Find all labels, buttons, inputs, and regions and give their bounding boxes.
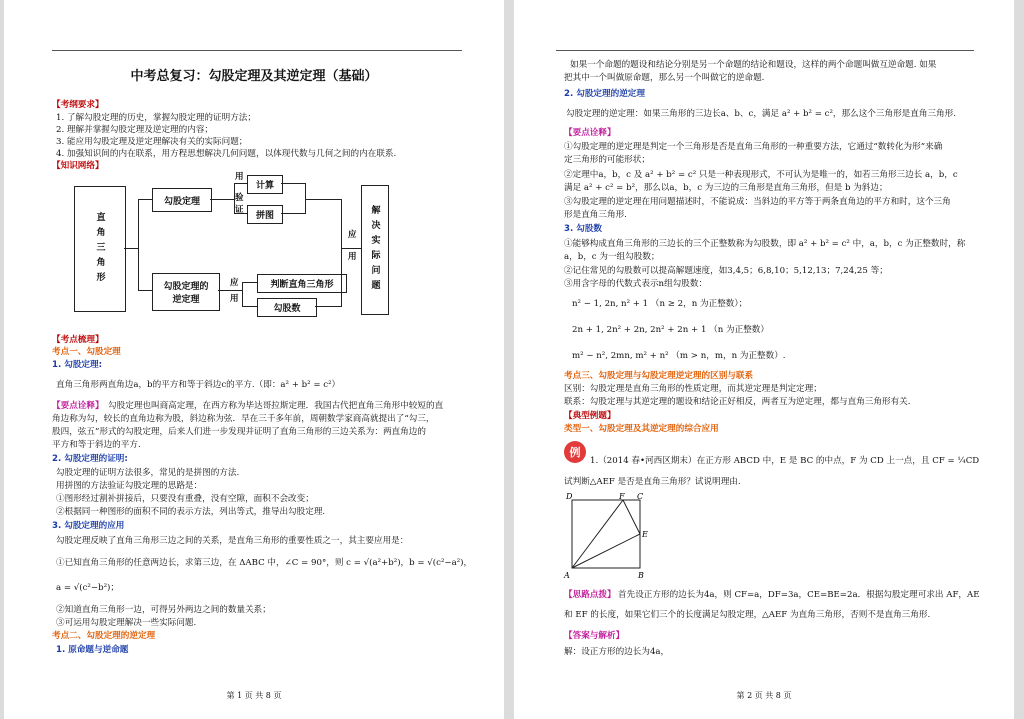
s1-heading: 1. 勾股定理: <box>52 360 103 370</box>
s4-heading: 1. 原命题与逆命题 <box>56 645 129 655</box>
page-2 <box>514 0 1014 719</box>
p2-s3-line-3: ②记住常见的勾股数可以提高解题速度，如3,4,5；6,8,10；5,12,13；7,24,25 等； <box>564 266 888 276</box>
formula-3: m² − n², 2mn, m² + n² （m > n，m，n 为正整数）. <box>572 351 786 361</box>
review-header: 【考点梳理】 <box>52 335 104 345</box>
s2-line-2: 用拼图的方法验证勾股定理的思路是： <box>56 481 203 491</box>
page-1 <box>4 0 504 719</box>
exam-req-header: 【考纲要求】 <box>52 100 104 110</box>
s3-line-2: ①已知直角三角形的任意两边长，求第三边，在 ΔABC 中，∠C = 90°，则 c = √(a²+b²)，b = √(c²−a²)， <box>56 558 473 568</box>
exam-req-4: 4. 加强知识间的内在联系，用方程思想解决几何问题，以体现代数与几何之间的内在联系. <box>56 149 397 159</box>
square-figure <box>560 490 650 582</box>
hint-line-b: 和 EF 的长度，如果它们三个的长度满足勾股定理，△AEF 为直角三角形，否则不是直角三角形. <box>564 610 931 620</box>
s2-heading: 2. 勾股定理的证明: <box>52 454 128 464</box>
p2-tip-5: ③勾股定理的逆定理在用问题描述时，不能说成：当斜边的平方等于两条直角边的平方和时，这个三角 <box>564 197 951 207</box>
p2-s3-line-1: ①能够构成直角三角形的三边长的三个正整数称为勾股数，即 a² + b² = c² 中，a，b，c 为正整数时，称 <box>564 239 966 249</box>
box-solve-problems: 解决实际问题 <box>361 185 389 315</box>
label-F: F <box>619 492 625 501</box>
p2-s2-text: 勾股定理的逆定理：如果三角形的三边长a、b、c，满足 a² + b² = c²，那么这个三角形是直角三角形. <box>566 109 956 119</box>
kp3-heading: 考点三、勾股定理与勾股定理逆定理的区别与联系 <box>564 371 754 381</box>
exam-req-3: 3. 能应用勾股定理及逆定理解决有关的实际问题； <box>56 137 248 147</box>
s2-line-3: ①图形经过割补拼接后，只要没有重叠，没有空隙，面积不会改变； <box>56 494 314 504</box>
s3-heading: 3. 勾股定理的应用 <box>52 521 125 531</box>
label-verify: 验 <box>235 193 244 203</box>
s3-line-4: ②知道直角三角形一边，可得另外两边之间的数量关系； <box>56 605 271 615</box>
example-1-line-a: 1.（2014 春•河西区期末）在正方形 ABCD 中，E 是 BC 的中点，F 为 CD 上一点，且 CF = ¼CD <box>590 456 980 466</box>
s2-line-4: ②根据同一种图形的面积不同的表示方法，列出等式，推导出勾股定理. <box>56 507 326 517</box>
label-D: D <box>566 492 573 501</box>
answer-text: 解：设正方形的边长为4a， <box>564 647 670 657</box>
hint-line-a: 首先设正方形的边长为4a，则 CF=a，DF=3a，CE=BE=2a．根据勾股定理可求出 AF，AE <box>618 590 980 600</box>
s3-line-3: a = √(c²−b²)； <box>56 583 119 593</box>
p2-tip-4: 满足 a² + c² = b²，那么以a，b，c 为三边的三角形是直角三角形，但是 b 为斜边； <box>564 183 888 193</box>
kp1-heading: 考点一、勾股定理 <box>52 347 121 357</box>
p2-s3-heading: 3. 勾股数 <box>564 224 603 234</box>
p2-s3-line-4: ③用含字母的代数式表示n组勾股数： <box>564 279 708 289</box>
label-apply-use: 用 <box>230 294 239 304</box>
tip-label-2: 【要点诠释】 <box>564 128 616 138</box>
box-tile: 拼图 <box>247 205 283 224</box>
p2-tip-1: ①勾股定理的逆定理是判定一个三角形是否是直角三角形的一种重要方法，它通过“数转化为形”来确 <box>564 142 943 152</box>
exam-req-1: 1. 了解勾股定理的历史，掌握勾股定理的证明方法； <box>56 113 256 123</box>
box-judge: 判断直角三角形 <box>257 274 347 293</box>
box-theorem: 勾股定理 <box>152 188 212 212</box>
p2-tip-2: 定三角形的可能形状； <box>564 155 650 165</box>
box-triple: 勾股数 <box>257 298 317 317</box>
kp2-heading: 考点二、勾股定理的逆定理 <box>52 631 156 641</box>
type1-heading: 类型一、勾股定理及其逆定理的综合应用 <box>564 424 719 434</box>
answer-label: 【答案与解析】 <box>564 631 625 641</box>
header-rule-2 <box>556 50 974 51</box>
s3-line-1: 勾股定理反映了直角三角形三边之间的关系，是直角三角形的重要性质之一，其主要应用是： <box>56 536 409 546</box>
label-apply-2-use: 用 <box>348 252 357 262</box>
tip1-line-c: 股四，弦五”形式的勾股定理，后来人们进一步发现并证明了直角三角形的三边关系为：两直角边的 <box>52 427 426 437</box>
label-E: E <box>642 530 648 539</box>
page-footer-1: 第 1 页 共 8 页 <box>226 691 282 700</box>
header-rule <box>52 50 462 51</box>
page-footer-2: 第 2 页 共 8 页 <box>736 691 792 700</box>
intro-line-a: 如果一个命题的题设和结论分别是另一个命题的结论和题设，这样的两个命题叫做互逆命题. 如果 <box>570 60 937 70</box>
p2-tip-3: ②定理中a，b，c 及 a² + b² = c² 只是一种表现形式，不可认为是唯一的，如若三角形三边长 a，b，c <box>564 170 958 180</box>
hint-label: 【思路点拨】 <box>564 590 616 600</box>
box-converse: 勾股定理的逆定理 <box>152 273 220 311</box>
s3-line-5: ③可运用勾股定理解决一些实际问题. <box>56 618 197 628</box>
kp3-line-b: 联系：勾股定理与其逆定理的题设和结论正好相反，两者互为逆定理，都与直角三角形有关. <box>564 397 911 407</box>
tip1-line-a: 勾股定理也叫商高定理，在西方称为毕达哥拉斯定理．我国古代把直角三角形中较短的直 <box>108 401 444 411</box>
exam-req-2: 2. 理解并掌握勾股定理及逆定理的内容； <box>56 125 214 135</box>
label-A: A <box>564 571 570 580</box>
formula-1: n² − 1, 2n, n² + 1 （n ≥ 2，n 为正整数）； <box>572 299 748 309</box>
knowledge-header: 【知识网络】 <box>52 161 104 171</box>
p2-s2-heading: 2. 勾股定理的逆定理 <box>564 89 645 99</box>
tip1-line-d: 平方和等于斜边的平方. <box>52 440 141 450</box>
p2-tip-6: 形是直角三角形. <box>564 210 627 220</box>
s2-line-1: 勾股定理的证明方法很多，常见的是拼图的方法. <box>56 468 240 478</box>
label-proof: 证 <box>235 205 244 215</box>
label-B: B <box>638 571 644 580</box>
label-C: C <box>637 492 644 501</box>
intro-line-b: 把其中一个叫做原命题，那么另一个叫做它的逆命题. <box>564 73 765 83</box>
tip1-line-b: 角边称为勾，较长的直角边称为股，斜边称为弦．早在三千多年前，周朝数学家商高就提出了“勾三， <box>52 414 435 424</box>
tip-label-1: 【要点诠释】 <box>52 401 104 411</box>
s1-text: 直角三角形两直角边a，b的平方和等于斜边c的平方.（即：a² + b² = c²） <box>56 380 341 390</box>
p2-s3-line-2: a，b，c 为一组勾股数； <box>564 252 660 262</box>
label-apply-2: 应 <box>348 230 357 240</box>
page-title: 中考总复习：勾股定理及其逆定理（基础） <box>130 69 378 84</box>
box-calc: 计算 <box>247 175 283 194</box>
kp3-line-a: 区别：勾股定理是直角三角形的性质定理，而其逆定理是判定定理； <box>564 384 822 394</box>
label-apply: 应 <box>230 278 239 288</box>
label-use: 用 <box>235 172 244 182</box>
formula-2: 2n + 1, 2n² + 2n, 2n² + 2n + 1 （n 为正整数） <box>572 325 769 335</box>
example-badge: 例 <box>564 441 586 463</box>
example-1-line-b: 试判断△AEF 是否是直角三角形？试说明理由. <box>564 477 741 487</box>
examples-header: 【典型例题】 <box>564 411 616 421</box>
box-right-triangle: 直角三角形 <box>74 186 126 312</box>
